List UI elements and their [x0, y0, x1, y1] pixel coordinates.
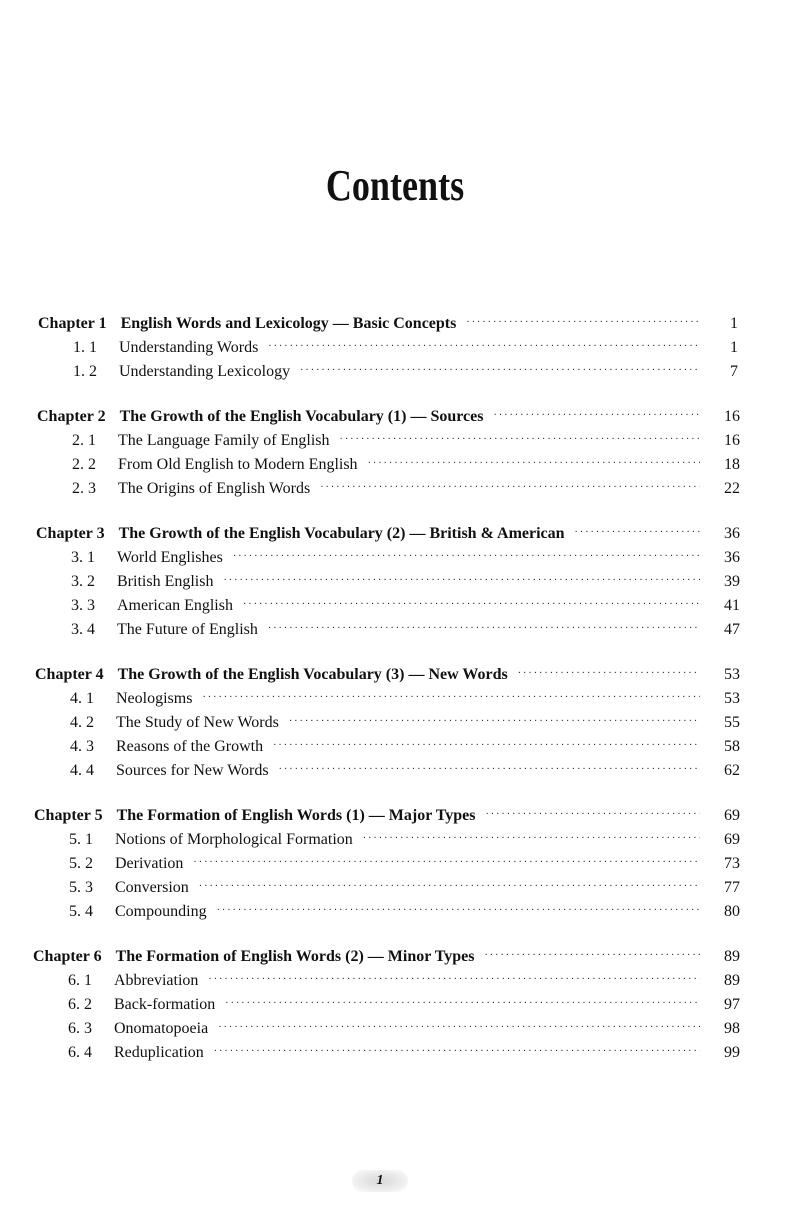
leader-dots [466, 311, 698, 335]
section-entry[interactable] [70, 759, 740, 783]
page-number: 1 [352, 1170, 408, 1192]
chapter-number: Chapter 3 [36, 525, 105, 542]
section-number: 3. 2 [71, 573, 95, 590]
section-title: American English [117, 597, 233, 614]
section-number: 6. 4 [68, 1044, 92, 1061]
chapter-number: Chapter 5 [34, 807, 103, 824]
leader-dots [484, 944, 700, 968]
leader-dots [273, 734, 700, 758]
section-entry[interactable] [71, 570, 740, 594]
section-number: 5. 4 [69, 903, 93, 920]
section-title: The Language Family of English [118, 432, 330, 449]
leader-dots [268, 617, 700, 641]
section-entry[interactable] [68, 1041, 740, 1065]
section-number: 5. 1 [69, 831, 93, 848]
leader-dots [279, 758, 700, 782]
section-number: 4. 1 [70, 690, 94, 707]
section-entry[interactable] [73, 360, 738, 384]
section-page: 41 [724, 597, 740, 614]
leader-dots [340, 428, 700, 452]
chapter-page: 1 [730, 315, 738, 332]
chapter-entry[interactable] [34, 804, 740, 828]
section-number: 2. 1 [72, 432, 96, 449]
leader-dots [485, 803, 700, 827]
chapter-title: English Words and Lexicology — Basic Concepts [120, 315, 457, 332]
section-number: 2. 3 [72, 480, 96, 497]
section-number: 6. 1 [68, 972, 92, 989]
section-page: 97 [724, 996, 740, 1013]
section-entry[interactable] [68, 993, 740, 1017]
section-page: 1 [730, 339, 738, 356]
section-number: 6. 2 [68, 996, 92, 1013]
chapter-block [0, 522, 790, 642]
section-page: 58 [724, 738, 740, 755]
chapter-number: Chapter 4 [35, 666, 104, 683]
section-page: 36 [724, 549, 740, 566]
chapter-page: 89 [724, 948, 740, 965]
section-page: 80 [724, 903, 740, 920]
section-number: 6. 3 [68, 1020, 92, 1037]
chapter-title: The Formation of English Words (1) — Major Types [116, 807, 476, 824]
leader-dots [214, 1040, 700, 1064]
leader-dots [193, 851, 700, 875]
section-title: The Future of English [117, 621, 258, 638]
section-entry[interactable] [69, 828, 740, 852]
section-page: 73 [724, 855, 740, 872]
leader-dots [202, 686, 700, 710]
section-title: Reduplication [114, 1044, 204, 1061]
section-page: 39 [724, 573, 740, 590]
chapter-title: The Growth of the English Vocabulary (2) — British & American [118, 525, 565, 542]
section-entry[interactable] [71, 618, 740, 642]
section-page: 89 [724, 972, 740, 989]
section-title: Notions of Morphological Formation [115, 831, 353, 848]
leader-dots [223, 569, 700, 593]
table-of-contents [0, 312, 790, 1086]
chapter-entry[interactable] [33, 945, 740, 969]
chapter-title: The Formation of English Words (2) — Minor Types [115, 948, 475, 965]
leader-dots [233, 545, 700, 569]
leader-dots [575, 521, 700, 545]
section-number: 4. 4 [70, 762, 94, 779]
chapter-block [0, 804, 790, 924]
chapter-entry[interactable] [36, 522, 740, 546]
section-title: Sources for New Words [116, 762, 269, 779]
section-title: Understanding Words [119, 339, 259, 356]
section-title: Derivation [115, 855, 184, 872]
section-number: 5. 3 [69, 879, 93, 896]
section-entry[interactable] [70, 687, 740, 711]
section-number: 3. 1 [71, 549, 95, 566]
section-entry[interactable] [69, 852, 740, 876]
section-entry[interactable] [72, 453, 740, 477]
section-entry[interactable] [72, 429, 740, 453]
section-entry[interactable] [69, 900, 740, 924]
chapter-page: 36 [724, 525, 740, 542]
chapter-block [0, 663, 790, 783]
section-title: British English [117, 573, 214, 590]
section-number: 3. 4 [71, 621, 95, 638]
section-number: 4. 2 [70, 714, 94, 731]
chapter-page: 16 [724, 408, 740, 425]
chapter-title: The Growth of the English Vocabulary (3) — New Words [117, 666, 508, 683]
chapter-page: 69 [724, 807, 740, 824]
leader-dots [368, 452, 700, 476]
chapter-block [0, 945, 790, 1065]
section-entry[interactable] [68, 1017, 740, 1041]
chapter-number: Chapter 6 [33, 948, 102, 965]
section-page: 22 [724, 480, 740, 497]
section-entry[interactable] [72, 477, 740, 501]
leader-dots [518, 662, 700, 686]
section-page: 7 [730, 363, 738, 380]
chapter-block [0, 405, 790, 501]
section-title: World Englishes [117, 549, 223, 566]
section-title: Compounding [115, 903, 207, 920]
section-number: 1. 1 [73, 339, 97, 356]
section-page: 98 [724, 1020, 740, 1037]
section-title: Reasons of the Growth [116, 738, 264, 755]
leader-dots [493, 404, 700, 428]
section-title: The Origins of English Words [118, 480, 311, 497]
leader-dots [217, 899, 700, 923]
section-title: From Old English to Modern English [118, 456, 358, 473]
section-number: 1. 2 [73, 363, 97, 380]
chapter-block [0, 312, 790, 384]
leader-dots [289, 710, 700, 734]
section-title: Back-formation [114, 996, 216, 1013]
section-page: 99 [724, 1044, 740, 1061]
leader-dots [363, 827, 700, 851]
section-entry[interactable] [70, 735, 740, 759]
leader-dots [208, 968, 700, 992]
section-title: Onomatopoeia [114, 1020, 209, 1037]
section-title: Conversion [115, 879, 189, 896]
section-page: 53 [724, 690, 740, 707]
leader-dots [300, 359, 698, 383]
leader-dots [320, 476, 700, 500]
section-page: 16 [724, 432, 740, 449]
section-title: Understanding Lexicology [119, 363, 291, 380]
section-title: Abbreviation [114, 972, 199, 989]
section-entry[interactable] [73, 336, 738, 360]
section-page: 18 [724, 456, 740, 473]
chapter-title: The Growth of the English Vocabulary (1) — Sources [119, 408, 484, 425]
section-number: 5. 2 [69, 855, 93, 872]
section-title: Neologisms [116, 690, 193, 707]
section-number: 3. 3 [71, 597, 95, 614]
leader-dots [225, 992, 700, 1016]
leader-dots [243, 593, 700, 617]
chapter-page: 53 [724, 666, 740, 683]
leader-dots [199, 875, 700, 899]
leader-dots [218, 1016, 700, 1040]
section-number: 2. 2 [72, 456, 96, 473]
section-title: The Study of New Words [116, 714, 279, 731]
section-page: 47 [724, 621, 740, 638]
section-entry[interactable] [71, 546, 740, 570]
section-page: 77 [724, 879, 740, 896]
section-page: 55 [724, 714, 740, 731]
chapter-entry[interactable] [37, 405, 740, 429]
section-page: 69 [724, 831, 740, 848]
section-number: 4. 3 [70, 738, 94, 755]
section-entry[interactable] [68, 969, 740, 993]
chapter-entry[interactable] [35, 663, 740, 687]
chapter-number: Chapter 2 [37, 408, 106, 425]
section-page: 62 [724, 762, 740, 779]
section-entry[interactable] [69, 876, 740, 900]
leader-dots [268, 335, 698, 359]
chapter-number: Chapter 1 [38, 315, 107, 332]
section-entry[interactable] [70, 711, 740, 735]
page-title: Contents [325, 161, 465, 210]
chapter-entry[interactable] [38, 312, 738, 336]
section-entry[interactable] [71, 594, 740, 618]
